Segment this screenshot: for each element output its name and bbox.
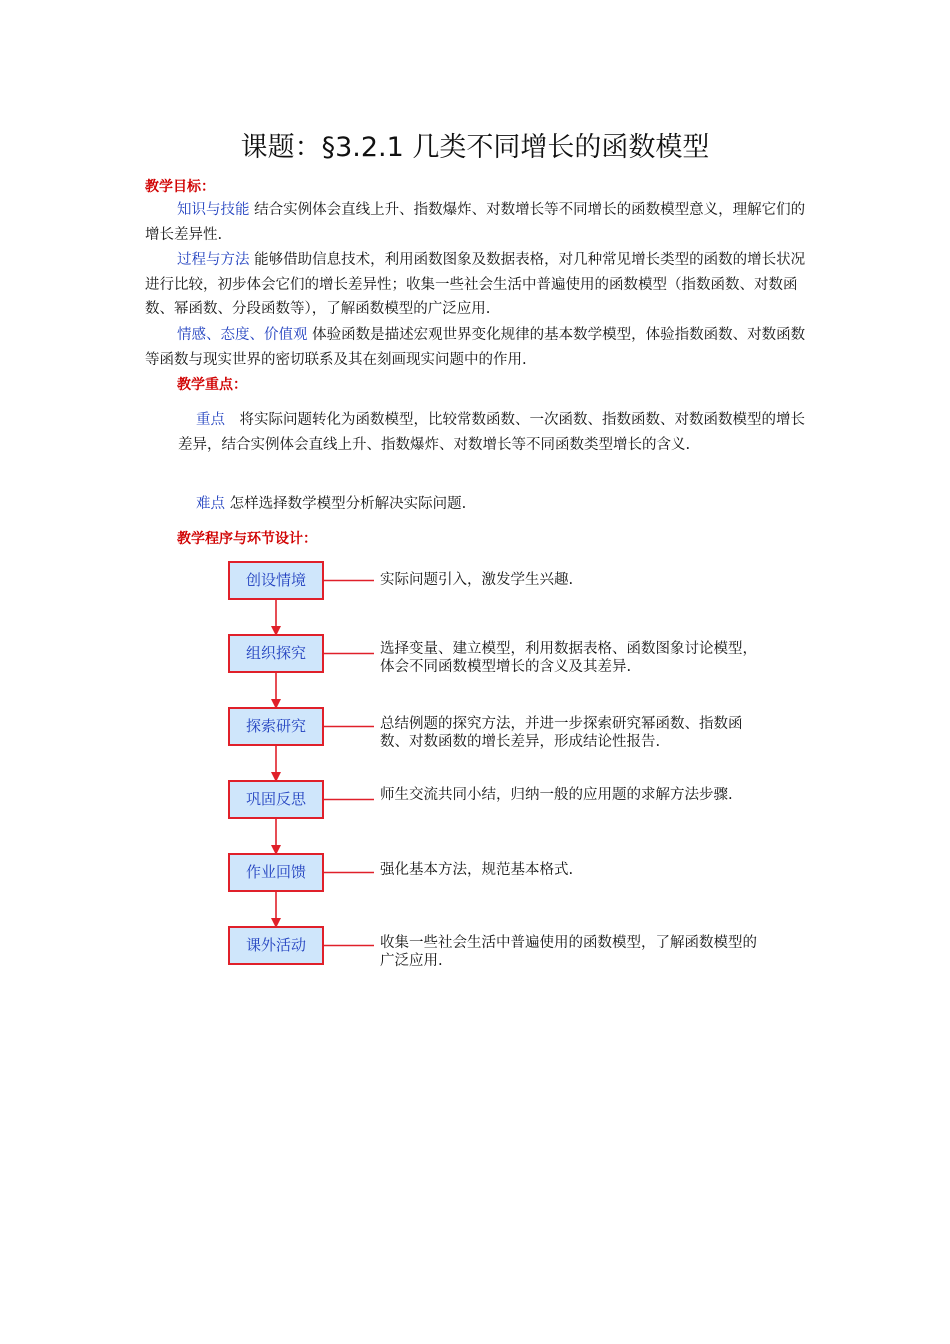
page-title: 课题：§3.2.1 几类不同增长的函数模型 [240,132,710,163]
difficult-text: 怎样选择数学模型分析解决实际问题. [225,496,467,512]
keypoints-heading: 教学重点： [177,377,247,393]
flow-step-box: 课外活动 [228,926,324,965]
flow-step-description: 选择变量、建立模型，利用数据表格、函数图象讨论模型，体会不同函数模型增长的含义及其差异. [380,641,757,675]
flow-step-description: 强化基本方法，规范基本格式. [380,862,574,878]
key-text: 将实际问题转化为函数模型，比较常数函数、一次函数、指数函数、对数函数模型的增长差异，结合实例体会直线上升、指数爆炸、对数增长等不同函数类型增长的含义. [178,412,805,453]
flow-step-description: 总结例题的探究方法，并进一步探索研究幂函数、指数函数、对数函数的增长差异，形成结论性报告. [380,716,743,750]
flow-step-description: 实际问题引入，激发学生兴趣. [380,572,574,588]
procedure-heading: 教学程序与环节设计： [177,531,317,547]
flow-step-box: 探索研究 [228,707,324,746]
goals-heading: 教学目标： [145,179,215,195]
process-text: 能够借助信息技术，利用函数图象及数据表格，对几种常见增长类型的函数的增长状况进行比较，初步体会它们的增长差异性；收集一些社会生活中普遍使用的函数模型（指数函数、对数函数、幂函数、分段函数等），了解函数模型的广泛应用. [145,252,806,317]
flow-step-box: 创设情境 [228,561,324,600]
emotion-text: 体验函数是描述宏观世界变化规律的基本数学模型，体验指数函数、对数函数等函数与现实世界的密切联系及其在刻画现实问题中的作用. [145,327,806,368]
flow-step-description: 收集一些社会生活中普遍使用的函数模型，了解函数模型的广泛应用. [380,935,757,969]
flow-step-box: 巩固反思 [228,780,324,819]
knowledge-label: 知识与技能 [177,202,250,218]
flow-step-description: 师生交流共同小结，归纳一般的应用题的求解方法步骤. [380,787,733,803]
flow-step-box: 作业回馈 [228,853,324,892]
key-label: 重点 [196,412,225,428]
process-label: 过程与方法 [177,252,250,268]
flow-step-box: 组织探究 [228,634,324,673]
knowledge-text: 结合实例体会直线上升、指数爆炸、对数增长等不同增长的函数模型意义，理解它们的增长差异性. [145,202,806,243]
emotion-label: 情感、态度、价值观 [177,327,308,343]
difficult-label: 难点 [196,496,225,512]
